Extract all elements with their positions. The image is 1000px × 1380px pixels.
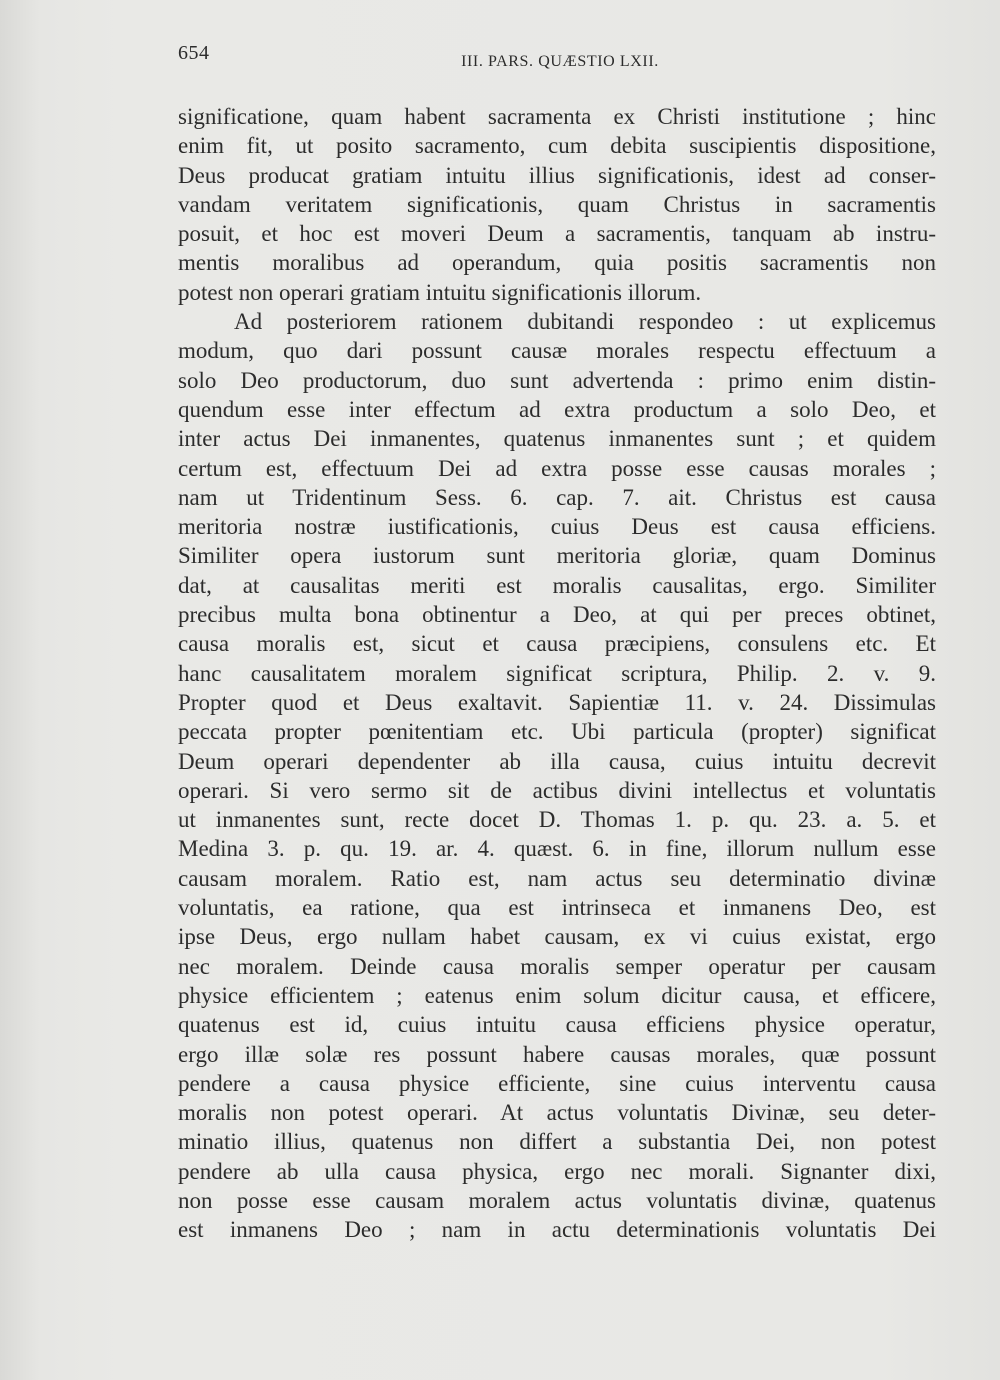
text-line: quatenus est id, cuius intuitu causa efficiens physice operatur, xyxy=(178,1012,936,1038)
text-line: voluntatis, ea ratione, qua est intrinseca et inmanens Deo, est xyxy=(178,895,936,921)
text-line: Deum operari dependenter ab illa causa, cuius intuitu decrevit xyxy=(178,748,936,774)
text-line: pendere a causa physice efficiente, sine cuius interventu causa xyxy=(178,1070,936,1096)
text-line: dat, at causalitas meriti est moralis causalitas, ergo. Similiter xyxy=(178,572,936,598)
text-line: precibus multa bona obtinentur a Deo, at qui per preces obtinet, xyxy=(178,602,936,628)
body-text xyxy=(178,102,936,1245)
text-line: certum est, effectuum Dei ad extra posse esse causas morales ; xyxy=(178,455,936,481)
text-line: nam ut Tridentinum Sess. 6. cap. 7. ait. Christus est causa xyxy=(178,484,936,510)
text-line: minatio illius, quatenus non differt a substantia Dei, non potest xyxy=(178,1129,936,1155)
text-line: causam moralem. Ratio est, nam actus seu determinatio divinæ xyxy=(178,865,936,891)
text-line: Medina 3. p. qu. 19. ar. 4. quæst. 6. in fine, illorum nullum esse xyxy=(178,836,936,862)
text-line: ipse Deus, ergo nullam habet causam, ex vi cuius existat, ergo xyxy=(178,924,936,950)
text-line: hanc causalitatem moralem significat scriptura, Philip. 2. v. 9. xyxy=(178,660,936,686)
text-line: modum, quo dari possunt causæ morales respectu effectuum a xyxy=(178,338,936,364)
text-line: nec moralem. Deinde causa moralis semper operatur per causam xyxy=(178,953,936,979)
text-line: pendere ab ulla causa physica, ergo nec morali. Signanter dixi, xyxy=(178,1158,936,1184)
text-line: ergo illæ solæ res possunt habere causas morales, quæ possunt xyxy=(178,1041,936,1067)
text-line: quendum esse inter effectum ad extra productum a solo Deo, et xyxy=(178,396,936,422)
text-line: operari. Si vero sermo sit de actibus divini intellectus et voluntatis xyxy=(178,777,936,803)
text-line: vandam veritatem significationis, quam Christus in sacramentis xyxy=(178,191,936,217)
text-line: Deus producat gratiam intuitu illius significationis, idest ad conser- xyxy=(178,162,936,188)
text-line: posuit, et hoc est moveri Deum a sacramentis, tanquam ab instru- xyxy=(178,221,936,247)
text-line: peccata propter pœnitentiam etc. Ubi particula (propter) significat xyxy=(178,719,936,745)
text-line: moralis non potest operari. At actus voluntatis Divinæ, seu deter- xyxy=(178,1100,936,1126)
text-line: enim fit, ut posito sacramento, cum debita suscipientis dispositione, xyxy=(178,133,936,159)
text-line: ut inmanentes sunt, recte docet D. Thomas 1. p. qu. 23. a. 5. et xyxy=(178,807,936,833)
text-line: Propter quod et Deus exaltavit. Sapientiæ 11. v. 24. Dissimulas xyxy=(178,689,936,715)
text-line: meritoria nostræ iustificationis, cuius Deus est causa efficiens. xyxy=(178,514,936,540)
text-line: physice efficientem ; eatenus enim solum dicitur causa, et efficere, xyxy=(178,982,936,1008)
text-line: significatione, quam habent sacramenta ex Christi institutione ; hinc xyxy=(178,104,936,129)
text-line: non posse esse causam moralem actus voluntatis divinæ, quatenus xyxy=(178,1187,936,1213)
text-line: Ad posteriorem rationem dubitandi respondeo : ut explicemus xyxy=(234,309,936,335)
text-line: inter actus Dei inmanentes, quatenus inmanentes sunt ; et quidem xyxy=(178,426,936,452)
running-head: III. PARS. QUÆSTIO LXII. xyxy=(461,53,659,70)
text-line: causa moralis est, sicut et causa præcipiens, consulens etc. Et xyxy=(178,631,936,657)
text-line: solo Deo productorum, duo sunt advertenda : primo enim distin- xyxy=(178,367,936,393)
text-line: mentis moralibus ad operandum, quia positis sacramentis non xyxy=(178,250,936,276)
page-number: 654 xyxy=(178,42,210,64)
text-line: Similiter opera iustorum sunt meritoria gloriæ, quam Dominus xyxy=(178,543,936,569)
text-line: potest non operari gratiam intuitu significationis illorum. xyxy=(178,279,702,305)
text-line: est inmanens Deo ; nam in actu determinationis voluntatis Dei xyxy=(178,1217,936,1243)
